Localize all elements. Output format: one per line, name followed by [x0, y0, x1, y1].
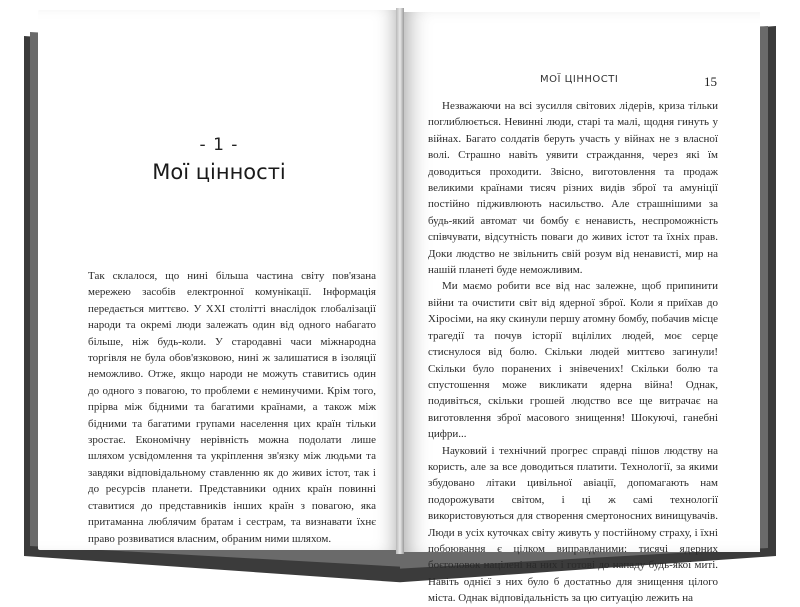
- chapter-title: Мої цінності: [152, 160, 286, 184]
- running-head: МОЇ ЦІННОСТІ: [540, 74, 619, 85]
- page-number: 15: [704, 74, 717, 89]
- book-gutter: [396, 8, 404, 554]
- right-page-body: [428, 98, 718, 607]
- paragraph: Ми маємо робити все від нас залежне, щоб припинити війни та очистити світ від ядерної зброї. Коли я приїхав до Хіросіми, на яку скинули першу атомну бомбу, побачив місце трагедії та почув історії вцілілих людей, моє серце стиснулося від болю. Скільки людей миттєво загинули! Скільки було поранених і знівечених! Скільки болю та спустошення може викликати ядерна війна! Однак, подивіться, скільки грошей людство все ще витрачає на виготовлення зброї масового знищення! Шокуючі, ганебні цифри...: [428, 280, 718, 441]
- paragraph: Науковий і технічний прогрес справді пішов людству на користь, але за все доводиться платити. Технології, за якими збудовано літаки цивільної авіації, допомагають нам подорожувати світом, і ці ж самі технології використовуються для створення смертоносних винищувачів. Люди в усіх куточках світу живуть у постійному страху, і їхні побоювання є цілком виправданими: тисячі ядерних боєголовок націлені на них і готові до нападу будь-якої миті. Навіть однієї з них було б достатньо для знищення цілого міста. Однак відповідальність за цю ситуацію лежить на: [428, 444, 718, 605]
- paragraph: Незважаючи на всі зусилля світових лідерів, криза тільки поглиблюється. Невинні люди, старі та малі, щодня гинуть у війнах. Багато солдатів беруть участь у війнах не з власної волі. Страшно навіть уявити страждання, через які їм доводиться проходити. Звісно, виготовлення та продаж великими країнами тисяч різних видів зброї та амуніції постійно підживлюють насильство. Але страшнішими за будь-який автомат чи бомбу є ненависть, неспроможність співчувати, відсутність поваги до живих істот та їхніх прав. Доки людство не звільнить свій розум від ненависті, мир на нашій планеті буде неможливим.: [428, 100, 718, 277]
- paragraph: Так склалося, що нині більша частина світу пов'язана мережею засобів електронної комунікації. Інформація передається миттєво. У XXI столітті внаслідок глобалізації народи та окремі люди залежать один від одного набагато більше, ніж будь-коли. У стародавні часи міжнародна торгівля не була обов'язковою, нині ж залишатися в ізоляції неможливо. Отже, якщо народи не можуть ставитись один до одного з повагою, то проблеми є неминучими. Крім того, прірва між бідними та багатими країнами, а також між бідними та багатими групами населення цих країн тільки зростає. Економічну нерівність можна подолати лише шляхом усвідомлення та укріплення зв'язку між людьми та завдяки відповідальному ставленню як до живих істот, так і до ресурсів планети. Представники одних країн повинні ставитися до представників інших країн з повагою, яка притаманна люблячим братам і сестрам, та визнавати їхнє право розвиватися власним, обраним ними шляхом.: [88, 270, 376, 545]
- left-page-body: [88, 268, 376, 547]
- chapter-number: - 1 -: [199, 135, 239, 155]
